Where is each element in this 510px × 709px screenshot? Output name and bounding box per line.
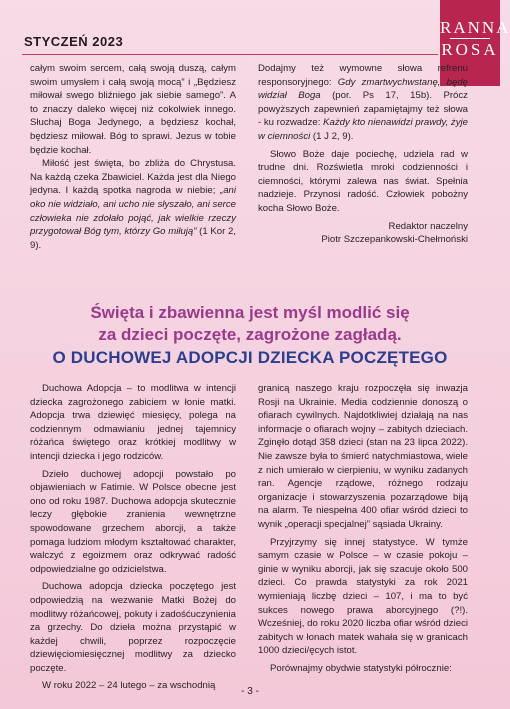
article-title: O DUCHOWEJ ADOPCJI DZIECKA POCZĘTEGO bbox=[52, 348, 448, 367]
top-left-column bbox=[30, 62, 236, 252]
text-run: Miłość jest święta, bo zbliża do Chrystusa. Na każdą czeka Zbawiciel. Każda jest dla Niego jedyna. I każdą spotka nagroda w niebie; bbox=[30, 158, 236, 197]
logo-divider bbox=[450, 38, 490, 39]
issue-date: STYCZEŃ 2023 bbox=[24, 34, 124, 49]
text-run: (por. Ps 17, 15b). Prócz powyższych zapewnień zapamiętajmy też słowa - ku rozwadze: bbox=[258, 90, 468, 129]
signature-title: Redaktor naczelny bbox=[388, 220, 468, 232]
paragraph bbox=[30, 157, 236, 252]
headline-line-2: za dzieci poczęte, zagrożone zagładą. bbox=[98, 325, 402, 344]
page-number: - 3 - bbox=[241, 686, 259, 697]
text-run: Dodajmy też wymowne słowa refrenu responsoryjnego: bbox=[258, 63, 468, 88]
quote-italic: Gdy zmartwychwstanę, będę widział Boga bbox=[258, 76, 468, 102]
paragraph: W roku 2022 – 24 lutego – za wschodnią bbox=[42, 680, 216, 692]
article-headline bbox=[30, 302, 470, 370]
paragraph: Słowo Boże daje pociechę, udziela rad w trudne dni. Rozświetla mroki codzienności i ciemności, którymi zalewa nas świat. Spełnia nadzieje. Przynosi radość. Człowiek pobożny kocha Słowo Boże. bbox=[258, 148, 468, 214]
bottom-left-column bbox=[30, 382, 236, 693]
header-rule bbox=[22, 54, 438, 55]
paragraph: Duchowa adopcja dziecka poczętego jest odpowiedzią na wezwanie Matki Bożej do modlitwy różańcowej, pokuty i zadośćuczynienia za grzechy. Do dzieła można przystąpić w każdej chwili, poprzez rozpoczęcie dziewięciomiesięcznej modlitwy za dziecko poczęte. bbox=[30, 581, 236, 674]
paragraph: Dzieło duchowej adopcji powstało po objawieniach w Fatimie. W Polsce obecne jest ono od roku 1987. Duchowa adopcja skutecznie leczy głębokie zranienia wewnętrzne spowodowane grzechem aborcji, a także pomaga ludziom młodym kształtować charakter, walczyć z egoizmem oraz odkrywać radość odpowiedzialne go odzicielstwa. bbox=[30, 468, 236, 575]
text-run: (1 Kor 2, 9). bbox=[30, 226, 236, 251]
paragraph: Przyjrzymy się innej statystyce. W tymże samym czasie w Polsce – w czasie pokoju – ginie w wyniku aborcji, jak się szacuje około 500 dzieci. Co prawda statystyki za rok 2021 wymieniają liczbę dzieci – 107, i ma to być sukces nowego prawa aborcyjnego (?!). Wcześniej, do roku 2020 liczba ofiar wśród dzieci zabitych w łonach matek wahała się w granicach 1000 dzieci/ęcych istot. bbox=[258, 536, 468, 657]
headline-line-1: Święta i zbawienna jest myśl modlić się bbox=[90, 303, 410, 322]
paragraph: całym swoim sercem, całą swoją duszą, całym swoim umysłem i całą swoją mocą” i „Będziesz miłował swego bliźniego jak siebie samego”. A to znaczy daleko więcej niż cokolwiek innego. Słuchaj Boga Jedynego, a będziesz kochał, będziesz miłował. Bóg to sprawi. Jezus w tobie będzie kochał. bbox=[30, 63, 236, 156]
logo-word-rosa: ROSA bbox=[441, 40, 499, 59]
signature-name: Piotr Szczepankowski-Chełmoński bbox=[321, 234, 468, 246]
paragraph bbox=[258, 62, 468, 144]
paragraph: Porównajmy obydwie statystyki półrocznie: bbox=[270, 662, 452, 674]
paragraph: granicą naszego kraju rozpoczęła się inwazja Rosji na Ukrainie. Media codziennie donoszą o ofiarach cywilnych. Najdotkliwiej działają na nas informacje o ofiarach wojny – zabitych dzieciach. Zginęło dotąd 358 dzieci (stan na 23 lipca 2022). Nie zawsze była to śmierć natychmiastowa, wiele z nich umierało w cierpieniu, w wyniku zadanych ran. Agencje rządowe, różnego rodzaju organizacje i stowarzyszenia pozarządowe biją na alarm. Te niespełna 400 ofiar wśród dzieci to wynik „operacji specjalnej” sąsiada Ukrainy. bbox=[258, 383, 468, 530]
paragraph: Duchowa Adopcja – to modlitwa w intencji dziecka zagrożonego zabiciem w łonie matki. Adopcja trwa dziewięć miesięcy, polega na codziennym odmawianiu jednej tajemnicy różańca świętego oraz krótkiej modlitwy w intencji dziecka i jego rodziców. bbox=[30, 383, 236, 462]
top-right-column bbox=[258, 62, 468, 247]
quote-italic: Każdy kto nienawidzi prawdy, żyje w ciemności bbox=[258, 117, 468, 142]
quote-italic: „ani oko nie widziało, ani ucho nie słyszało, ani serce człowieka nie zdołało pojąć, jak wielkie rzeczy przygotował Bóg tym, którzy Go miłują” bbox=[30, 185, 236, 238]
logo-word-ranna: RANNA bbox=[440, 18, 510, 37]
bottom-right-column bbox=[258, 382, 468, 675]
text-run: (1 J 2, 9). bbox=[310, 130, 354, 142]
